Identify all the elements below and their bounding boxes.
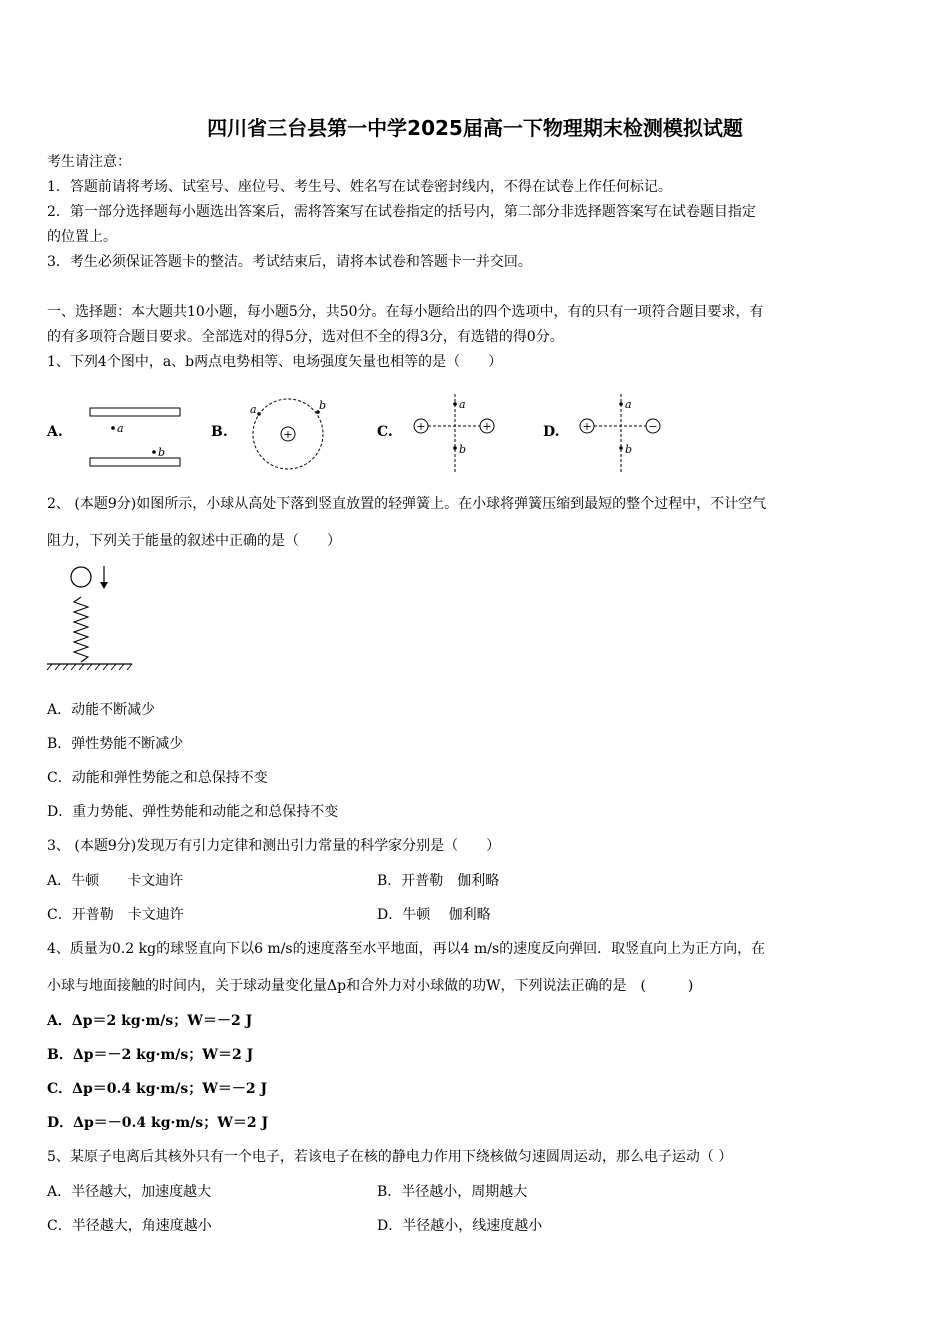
q4-option-d: D．Δp＝－0.4 kg·m/s；W＝2 J [47,1115,269,1131]
minus-sign: − [648,420,658,433]
notice-item: 的位置上。 [47,229,117,245]
q3-option-a: A．牛顿 卡文迪许 [47,873,184,889]
question-2-stem: 2、 (本题9分)如图所示，小球从高处下落到竖直放置的轻弹簧上。在小球将弹簧压缩到最短的整个过程中，不计空气 [47,496,767,512]
page-title: 四川省三台县第一中学2025届高一下物理期末检测模拟试题 [207,116,743,140]
q2-option-a: A．动能不断减少 [47,702,156,718]
point-b-label: b [319,399,327,412]
point-b-label: b [625,443,633,456]
section-intro: 一、选择题：本大题共10小题，每小题5分，共50分。在每小题给出的四个选项中，有的只有一项符合题目要求，有 [47,304,764,320]
point-a-label: a [250,403,257,416]
q1-figure-c [410,390,500,476]
point-b-label: b [158,446,166,459]
plus-sign: + [482,420,492,433]
point-a-dot [257,412,261,416]
point-a-dot [453,402,457,406]
notice-item: 2．第一部分选择题每小题选出答案后，需将答案写在试卷指定的括号内，第二部分非选择题答案写在试卷题目指定 [47,204,756,220]
notice-heading: 考生请注意： [47,154,131,170]
capacitor-plate-top [90,408,180,416]
point-a-dot [111,426,115,430]
q4-option-c: C．Δp＝0.4 kg·m/s；W＝－2 J [47,1081,268,1097]
q1-option-c-label: C. [377,424,393,440]
q3-option-b: B．开普勒 伽利略 [377,873,500,889]
q2-option-d: D．重力势能、弹性势能和动能之和总保持不变 [47,804,339,820]
q1-option-a-label: A. [47,424,63,440]
plus-sign: + [283,428,293,441]
q2-option-c: C．动能和弹性势能之和总保持不变 [47,770,268,786]
point-a-dot [619,402,623,406]
plus-sign: + [416,420,426,433]
q1-figure-a [82,398,192,476]
plus-sign: + [582,420,592,433]
spring [74,597,88,662]
q5-option-c: C．半径越大，角速度越小 [47,1218,212,1234]
q4-option-b: B．Δp＝－2 kg·m/s；W＝2 J [47,1047,254,1063]
q1-option-b-label: B. [211,424,228,440]
q2-option-b: B．弹性势能不断减少 [47,736,184,752]
q1-figure-b [244,396,330,474]
q1-option-d-label: D. [543,424,560,440]
q5-option-b: B．半径越小，周期越大 [377,1184,528,1200]
point-a-label: a [625,398,632,411]
q5-option-d: D．半径越小，线速度越小 [377,1218,543,1234]
point-a-label: a [117,422,124,435]
q3-option-c: C．开普勒 卡文迪许 [47,907,184,923]
section-intro: 的有多项符合题目要求。全部选对的得5分，选对但不全的得3分，有选错的得0分。 [47,329,564,345]
point-a-label: a [459,398,466,411]
q4-option-a: A．Δp＝2 kg·m/s；W＝－2 J [47,1013,253,1029]
q2-spring-figure [44,562,136,676]
ball [71,567,91,587]
notice-item: 3．考生必须保证答题卡的整洁。考试结束后，请将本试卷和答题卡一并交回。 [47,254,532,270]
q1-figure-d [576,390,666,476]
point-b-dot [619,446,623,450]
question-3-stem: 3、 (本题9分)发现万有引力定律和测出引力常量的科学家分别是（ ） [47,838,501,854]
point-b-dot [453,446,457,450]
capacitor-plate-bottom [90,458,180,466]
question-5-stem: 5、某原子电离后其核外只有一个电子，若该电子在核的静电力作用下绕核做匀速圆周运动，那么电子运动（ ） [47,1149,733,1165]
notice-item: 1．答题前请将考场、试室号、座位号、考生号、姓名写在试卷密封线内，不得在试卷上作任何标记。 [47,179,672,195]
question-2-stem: 阻力，下列关于能量的叙述中正确的是（ ） [47,533,341,549]
q3-option-d: D．牛顿 伽利略 [377,907,491,923]
q5-option-a: A．半径越大，加速度越大 [47,1184,212,1200]
question-4-stem: 4、质量为0.2 kg的球竖直向下以6 m/s的速度落至水平地面，再以4 m/s的速度反向弹回．取竖直向上为正方向，在 [47,941,766,957]
point-b-label: b [459,443,467,456]
question-1-stem: 1、下列4个图中，a、b两点电势相等、电场强度矢量也相等的是（ ） [47,354,503,370]
question-4-stem: 小球与地面接触的时间内，关于球动量变化量Δp和合外力对小球做的功W，下列说法正确的是 ( ) [47,978,694,994]
down-arrow-icon [100,582,108,589]
ground-hatch [47,664,132,670]
point-b-dot [152,450,156,454]
